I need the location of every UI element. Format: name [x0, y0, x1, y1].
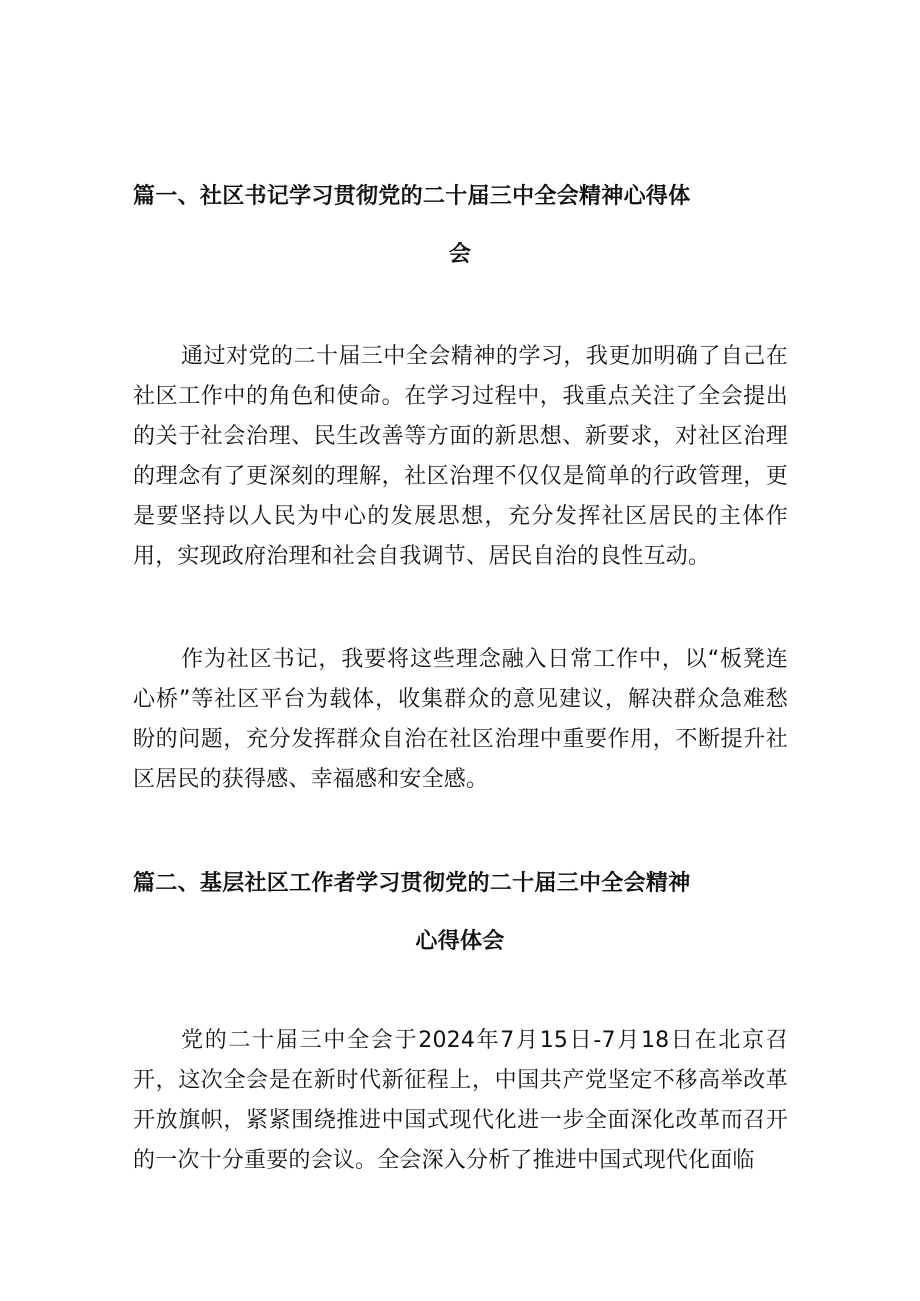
- article2-paragraph-1: 党的二十届三中全会于2024年7月15日-7月18日在北京召开，这次全会是在新时代新征程上，中国共产党坚定不移高举改革开放旗帜，紧紧围绕推进中国式现代化进一步全面深化改革而召开的一次十分重要的会议。全会深入分析了推进中国式现代化面临: [133, 1028, 788, 1173]
- article2-title-line1: 篇二、基层社区工作者学习贯彻党的二十届三中全会精神: [133, 871, 691, 896]
- article1-paragraph-2: 作为社区书记，我要将这些理念融入日常工作中，以“板凳连心桥”等社区平台为载体，收集群众的意见建议，解决群众急难愁盼的问题，充分发挥群众自治在社区治理中重要作用，不断提升社区居民的获得感、幸福感和安全感。: [133, 647, 788, 792]
- article2-title-line2: 心得体会: [415, 929, 505, 954]
- article1-title-line2: 会: [448, 242, 472, 267]
- article1-paragraph-1: 通过对党的二十届三中全会精神的学习，我更加明确了自己在社区工作中的角色和使命。在学习过程中，我重点关注了全会提出的关于社会治理、民生改善等方面的新思想、新要求，对社区治理的理念有了更深刻的理解，社区治理不仅仅是简单的行政管理，更是要坚持以人民为中心的发展思想，充分发挥社区居民的主体作用，实现政府治理和社会自我调节、居民自治的良性互动。: [133, 344, 788, 569]
- article1-title-line1: 篇一、社区书记学习贯彻党的二十届三中全会精神心得体: [133, 184, 691, 209]
